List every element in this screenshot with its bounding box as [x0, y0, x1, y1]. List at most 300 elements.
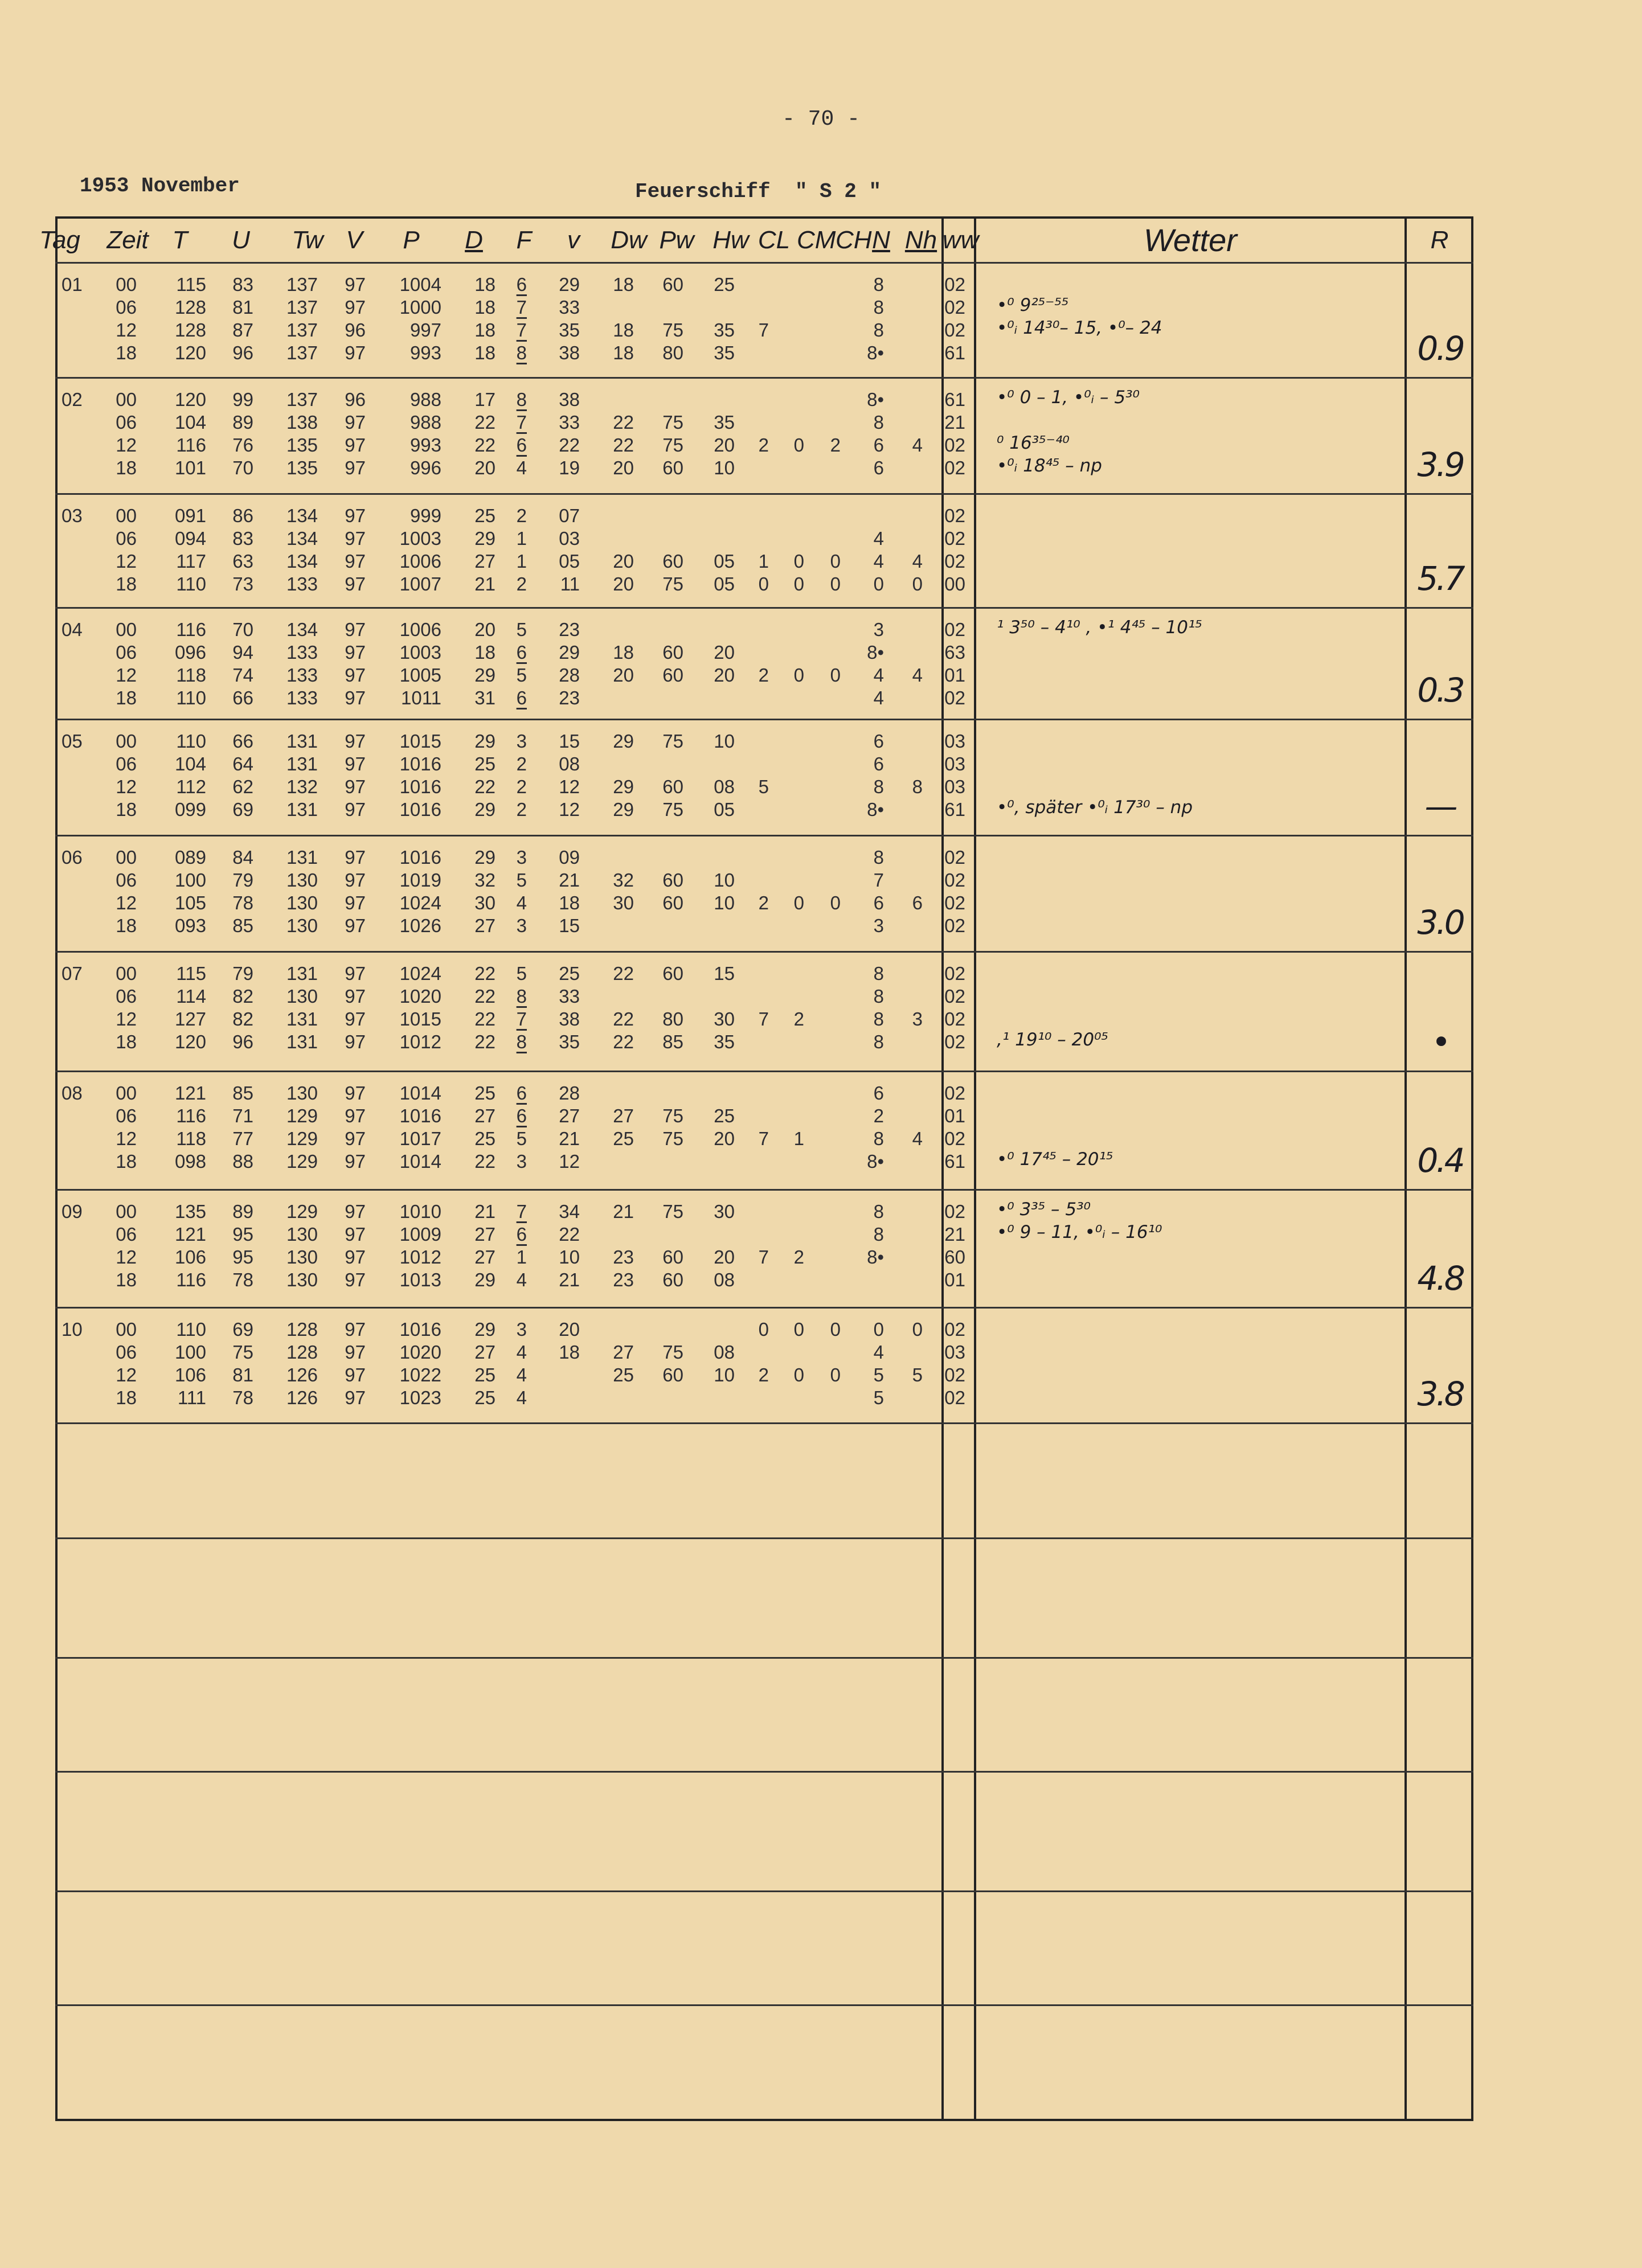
cell-pw: 60: [662, 665, 683, 686]
cell-v: 34: [559, 1201, 580, 1222]
column-header-p: P: [403, 226, 420, 254]
year-month-label: 1953 November: [80, 174, 240, 198]
column-header-cm: CM: [797, 226, 836, 254]
column-header-v: V: [346, 226, 363, 254]
cell-p: 1012: [399, 1246, 441, 1268]
cell-u: 87: [232, 319, 253, 341]
cell-n: 5: [873, 1364, 884, 1385]
cell-ch: 0: [830, 892, 841, 913]
cell-cl: 2: [758, 665, 769, 686]
cell-p: 1003: [399, 528, 441, 549]
cell-p: 1020: [399, 986, 441, 1007]
cell-v: 97: [345, 963, 366, 984]
cell-v: 22: [559, 1224, 580, 1245]
cell-cm: 0: [793, 1364, 804, 1385]
cell-n: 6: [873, 892, 884, 913]
precipitation-value: 3.8: [1417, 1375, 1463, 1413]
cell-cm: 0: [793, 434, 804, 456]
cell-n: 8•: [867, 342, 884, 363]
cell-f: 4: [516, 1364, 527, 1385]
cell-v: 97: [345, 665, 366, 686]
cell-n: 6: [873, 457, 884, 478]
cell-t: 104: [174, 412, 206, 433]
cell-v: 97: [345, 1008, 366, 1030]
cell-d: 18: [474, 319, 496, 341]
cell-zeit: 18: [116, 342, 137, 363]
cell-v: 28: [559, 665, 580, 686]
cell-tw: 129: [286, 1201, 318, 1222]
cell-p: 1006: [399, 551, 441, 572]
cell-d: 22: [474, 963, 496, 984]
weather-remark: •⁰ 9²⁵⁻⁵⁵: [997, 295, 1069, 315]
cell-d: 25: [474, 505, 496, 526]
cell-ww: 03: [944, 1342, 965, 1363]
cell-tw: 131: [286, 753, 318, 774]
cell-v: 07: [559, 505, 580, 526]
cell-pw: 75: [662, 799, 683, 820]
cell-hw: 25: [714, 1105, 735, 1126]
cell-f: 6: [516, 687, 527, 708]
cell-cl: 2: [758, 434, 769, 456]
weather-remark: •⁰, später •⁰ᵢ 17³⁰ – np: [997, 797, 1193, 818]
cell-dw: 22: [613, 1031, 634, 1052]
cell-v: 21: [559, 1269, 580, 1290]
weather-remark: •⁰ᵢ 18⁴⁵ – np: [997, 456, 1102, 476]
cell-d: 22: [474, 776, 496, 797]
cell-p: 999: [410, 505, 441, 526]
day-number: 10: [62, 1319, 83, 1340]
cell-n: 6: [873, 753, 884, 774]
cell-n: 8: [873, 1031, 884, 1052]
cell-d: 29: [474, 1269, 496, 1290]
cell-t: 100: [174, 1342, 206, 1363]
day-number: 09: [62, 1201, 83, 1222]
cell-cl: 0: [758, 573, 769, 594]
cell-v: 97: [345, 1269, 366, 1290]
cell-zeit: 12: [116, 1364, 137, 1385]
cell-n: 8: [873, 986, 884, 1007]
cell-zeit: 06: [116, 1105, 137, 1126]
cell-ww: 00: [944, 573, 965, 594]
cell-hw: 10: [714, 1364, 735, 1385]
cell-zeit: 18: [116, 1151, 137, 1172]
cell-zeit: 00: [116, 619, 137, 640]
cell-zeit: 06: [116, 1342, 137, 1363]
cell-f: 3: [516, 731, 527, 752]
cell-ch: 0: [830, 573, 841, 594]
cell-u: 78: [232, 1387, 253, 1408]
cell-v: 12: [559, 799, 580, 820]
cell-pw: 60: [662, 274, 683, 295]
cell-p: 1007: [399, 573, 441, 594]
cell-ww: 02: [944, 457, 965, 478]
cell-p: 1014: [399, 1082, 441, 1104]
cell-f: 5: [516, 1128, 527, 1149]
cell-nh: 5: [912, 1364, 923, 1385]
cell-zeit: 06: [116, 870, 137, 891]
cell-tw: 131: [286, 1031, 318, 1052]
cell-t: 110: [176, 731, 206, 752]
cell-f: 6: [516, 434, 527, 456]
cell-v: 97: [345, 1387, 366, 1408]
cell-zeit: 18: [116, 457, 137, 478]
cell-ch: 0: [830, 551, 841, 572]
cell-d: 22: [474, 1008, 496, 1030]
cell-hw: 35: [714, 319, 735, 341]
cell-v: 97: [345, 1031, 366, 1052]
cell-tw: 129: [286, 1128, 318, 1149]
cell-n: 4: [873, 551, 884, 572]
cell-zeit: 06: [116, 753, 137, 774]
cell-n: 0: [873, 573, 884, 594]
cell-v: 33: [559, 297, 580, 318]
cell-v: 38: [559, 389, 580, 410]
cell-f: 7: [516, 319, 527, 341]
cell-v: 97: [345, 1224, 366, 1245]
cell-d: 25: [474, 753, 496, 774]
cell-pw: 75: [662, 434, 683, 456]
cell-p: 997: [410, 319, 441, 341]
cell-p: 1019: [399, 870, 441, 891]
cell-zeit: 18: [116, 799, 137, 820]
cell-v: 97: [345, 1246, 366, 1268]
cell-v: 22: [559, 434, 580, 456]
cell-zeit: 00: [116, 274, 137, 295]
cell-ww: 02: [944, 892, 965, 913]
cell-d: 27: [474, 1246, 496, 1268]
cell-v: 97: [345, 870, 366, 891]
cell-ww: 01: [944, 665, 965, 686]
ship-label: Feuerschiff " S 2 ": [635, 180, 882, 203]
cell-cl: 1: [758, 551, 769, 572]
cell-zeit: 00: [116, 731, 137, 752]
cell-tw: 131: [286, 963, 318, 984]
cell-tw: 135: [286, 457, 318, 478]
cell-p: 1000: [399, 297, 441, 318]
cell-dw: 18: [613, 342, 634, 363]
cell-pw: 60: [662, 457, 683, 478]
column-header-r: R: [1430, 226, 1449, 254]
cell-dw: 23: [613, 1246, 634, 1268]
cell-n: 8•: [867, 1151, 884, 1172]
cell-p: 1005: [399, 665, 441, 686]
cell-d: 18: [474, 274, 496, 295]
cell-v: 35: [559, 319, 580, 341]
cell-f: 6: [516, 1082, 527, 1104]
cell-cl: 2: [758, 892, 769, 913]
cell-dw: 27: [613, 1342, 634, 1363]
cell-nh: 4: [912, 665, 923, 686]
cell-f: 3: [516, 847, 527, 868]
cell-dw: 30: [613, 892, 634, 913]
row-divider: [55, 607, 1473, 609]
cell-n: 8: [873, 297, 884, 318]
cell-ww: 61: [944, 342, 965, 363]
cell-ww: 61: [944, 799, 965, 820]
cell-d: 22: [474, 1151, 496, 1172]
cell-ww: 60: [944, 1246, 965, 1268]
weather-remark: ,¹ 19¹⁰ – 20⁰⁵: [997, 1030, 1108, 1050]
cell-v: 28: [559, 1082, 580, 1104]
cell-v: 97: [345, 1342, 366, 1363]
cell-ww: 02: [944, 915, 965, 936]
cell-tw: 134: [286, 551, 318, 572]
cell-n: 5: [873, 1387, 884, 1408]
cell-f: 3: [516, 1319, 527, 1340]
row-divider: [55, 1189, 1473, 1191]
weather-remark: ¹ 3⁵⁰ – 4¹⁰ , •¹ 4⁴⁵ – 10¹⁵: [997, 617, 1202, 638]
cell-d: 29: [474, 847, 496, 868]
cell-p: 1016: [399, 847, 441, 868]
cell-dw: 22: [613, 963, 634, 984]
precipitation-value: 0.9: [1417, 329, 1463, 368]
cell-d: 25: [474, 1364, 496, 1385]
cell-f: 2: [516, 753, 527, 774]
column-header-tw: Tw: [292, 226, 324, 254]
weather-remark: •⁰ᵢ 14³⁰– 15, •⁰– 24: [997, 318, 1162, 338]
cell-nh: 0: [912, 573, 923, 594]
cell-ww: 02: [944, 1319, 965, 1340]
cell-d: 21: [474, 1201, 496, 1222]
cell-f: 6: [516, 274, 527, 295]
cell-zeit: 12: [116, 665, 137, 686]
cell-p: 1016: [399, 1105, 441, 1126]
cell-d: 22: [474, 1031, 496, 1052]
cell-ww: 02: [944, 1201, 965, 1222]
day-number: 05: [62, 731, 83, 752]
cell-f: 5: [516, 963, 527, 984]
cell-hw: 30: [714, 1008, 735, 1030]
cell-tw: 133: [286, 573, 318, 594]
cell-ww: 21: [944, 412, 965, 433]
cell-tw: 137: [286, 389, 318, 410]
cell-tw: 134: [286, 619, 318, 640]
cell-dw: 32: [613, 870, 634, 891]
cell-dw: 18: [613, 274, 634, 295]
cell-u: 79: [232, 870, 253, 891]
day-number: 08: [62, 1082, 83, 1104]
cell-tw: 133: [286, 687, 318, 708]
cell-n: 4: [873, 528, 884, 549]
cell-p: 1013: [399, 1269, 441, 1290]
cell-v: 33: [559, 986, 580, 1007]
cell-hw: 15: [714, 963, 735, 984]
cell-u: 85: [232, 1082, 253, 1104]
cell-v: 97: [345, 434, 366, 456]
cell-d: 27: [474, 1342, 496, 1363]
cell-u: 84: [232, 847, 253, 868]
cell-zeit: 18: [116, 1269, 137, 1290]
cell-zeit: 06: [116, 1224, 137, 1245]
cell-hw: 10: [714, 457, 735, 478]
cell-v: 10: [559, 1246, 580, 1268]
cell-cm: 1: [793, 1128, 804, 1149]
cell-dw: 22: [613, 1008, 634, 1030]
cell-f: 7: [516, 1201, 527, 1222]
cell-v: 15: [559, 731, 580, 752]
cell-u: 96: [232, 1031, 253, 1052]
cell-v: 23: [559, 619, 580, 640]
cell-p: 1016: [399, 753, 441, 774]
cell-f: 4: [516, 1269, 527, 1290]
row-divider: [55, 835, 1473, 836]
cell-f: 6: [516, 1105, 527, 1126]
cell-v: 97: [345, 1319, 366, 1340]
cell-pw: 80: [662, 342, 683, 363]
cell-pw: 60: [662, 963, 683, 984]
cell-n: 8•: [867, 799, 884, 820]
cell-t: 116: [176, 1269, 206, 1290]
cell-pw: 60: [662, 1246, 683, 1268]
cell-t: 118: [176, 1128, 206, 1149]
cell-ww: 02: [944, 551, 965, 572]
cell-v: 97: [345, 986, 366, 1007]
day-number: 01: [62, 274, 83, 295]
column-header-n: N: [872, 226, 890, 254]
cell-ch: 0: [830, 1319, 841, 1340]
cell-d: 25: [474, 1387, 496, 1408]
cell-f: 4: [516, 1387, 527, 1408]
precipitation-value: 3.0: [1417, 903, 1463, 942]
column-header-dw: Dw: [611, 226, 647, 254]
cell-u: 95: [232, 1246, 253, 1268]
cell-d: 17: [474, 389, 496, 410]
cell-pw: 75: [662, 1128, 683, 1149]
cell-t: 110: [176, 573, 206, 594]
cell-hw: 05: [714, 799, 735, 820]
cell-v: 38: [559, 342, 580, 363]
row-divider: [55, 1657, 1473, 1659]
cell-n: 8•: [867, 389, 884, 410]
cell-v: 11: [560, 573, 580, 594]
cell-zeit: 18: [116, 915, 137, 936]
cell-ww: 02: [944, 274, 965, 295]
cell-hw: 08: [714, 1342, 735, 1363]
cell-t: 116: [176, 1105, 206, 1126]
cell-cm: 0: [793, 573, 804, 594]
column-header-hw: Hw: [713, 226, 749, 254]
cell-t: 111: [177, 1387, 206, 1408]
cell-u: 74: [232, 665, 253, 686]
cell-dw: 29: [613, 776, 634, 797]
cell-p: 988: [410, 412, 441, 433]
cell-t: 094: [174, 528, 206, 549]
column-header-u: U: [232, 226, 250, 254]
row-divider: [55, 1537, 1473, 1539]
cell-pw: 60: [662, 892, 683, 913]
cell-n: 8: [873, 776, 884, 797]
cell-f: 7: [516, 1008, 527, 1030]
cell-nh: 6: [912, 892, 923, 913]
cell-t: 091: [174, 505, 206, 526]
row-divider: [55, 1071, 1473, 1072]
cell-pw: 80: [662, 1008, 683, 1030]
cell-u: 83: [232, 274, 253, 295]
cell-zeit: 06: [116, 528, 137, 549]
cell-zeit: 18: [116, 1031, 137, 1052]
cell-hw: 30: [714, 1201, 735, 1222]
column-header-tag: Tag: [39, 226, 80, 254]
cell-t: 121: [174, 1082, 206, 1104]
cell-zeit: 12: [116, 319, 137, 341]
cell-dw: 25: [613, 1128, 634, 1149]
cell-p: 1020: [399, 1342, 441, 1363]
cell-t: 128: [174, 319, 206, 341]
cell-tw: 131: [286, 1008, 318, 1030]
cell-nh: 4: [912, 1128, 923, 1149]
cell-v: 12: [559, 776, 580, 797]
cell-tw: 135: [286, 434, 318, 456]
day-number: 07: [62, 963, 83, 984]
cell-tw: 126: [286, 1364, 318, 1385]
cell-t: 120: [174, 389, 206, 410]
cell-v: 97: [345, 297, 366, 318]
cell-f: 2: [516, 799, 527, 820]
cell-cm: 0: [793, 665, 804, 686]
cell-ww: 01: [944, 1105, 965, 1126]
cell-ww: 03: [944, 753, 965, 774]
row-divider: [55, 1890, 1473, 1892]
cell-n: 8•: [867, 1246, 884, 1268]
cell-p: 1012: [399, 1031, 441, 1052]
cell-u: 62: [232, 776, 253, 797]
cell-p: 1015: [399, 731, 441, 752]
cell-d: 27: [474, 915, 496, 936]
cell-n: 3: [873, 915, 884, 936]
cell-cl: 7: [758, 1246, 769, 1268]
cell-u: 70: [232, 619, 253, 640]
cell-ww: 02: [944, 1031, 965, 1052]
cell-zeit: 00: [116, 1082, 137, 1104]
precipitation-value: 3.9: [1417, 445, 1463, 484]
cell-u: 78: [232, 1269, 253, 1290]
cell-n: 8: [873, 1128, 884, 1149]
cell-ww: 02: [944, 847, 965, 868]
cell-ch: 2: [830, 434, 841, 456]
cell-v: 38: [559, 1008, 580, 1030]
cell-v: 97: [345, 1201, 366, 1222]
cell-hw: 10: [714, 892, 735, 913]
cell-tw: 137: [286, 297, 318, 318]
cell-u: 73: [232, 573, 253, 594]
cell-pw: 60: [662, 870, 683, 891]
cell-n: 8: [873, 1201, 884, 1222]
cell-zeit: 00: [116, 1201, 137, 1222]
cell-v: 35: [559, 1031, 580, 1052]
cell-p: 1011: [401, 687, 441, 708]
cell-d: 22: [474, 412, 496, 433]
cell-v: 97: [345, 1082, 366, 1104]
cell-v: 97: [345, 457, 366, 478]
cell-t: 116: [176, 434, 206, 456]
cell-dw: 18: [613, 319, 634, 341]
cell-ww: 02: [944, 1364, 965, 1385]
cell-u: 70: [232, 457, 253, 478]
precipitation-value: 5.7: [1417, 559, 1463, 598]
cell-tw: 131: [286, 847, 318, 868]
cell-n: 6: [873, 731, 884, 752]
cell-t: 128: [174, 297, 206, 318]
row-divider: [55, 2004, 1473, 2006]
cell-v: 05: [559, 551, 580, 572]
cell-cm: 2: [793, 1008, 804, 1030]
cell-tw: 129: [286, 1105, 318, 1126]
cell-u: 75: [232, 1342, 253, 1363]
cell-n: 8•: [867, 642, 884, 663]
cell-ww: 01: [944, 1269, 965, 1290]
cell-p: 988: [410, 389, 441, 410]
cell-t: 100: [174, 870, 206, 891]
